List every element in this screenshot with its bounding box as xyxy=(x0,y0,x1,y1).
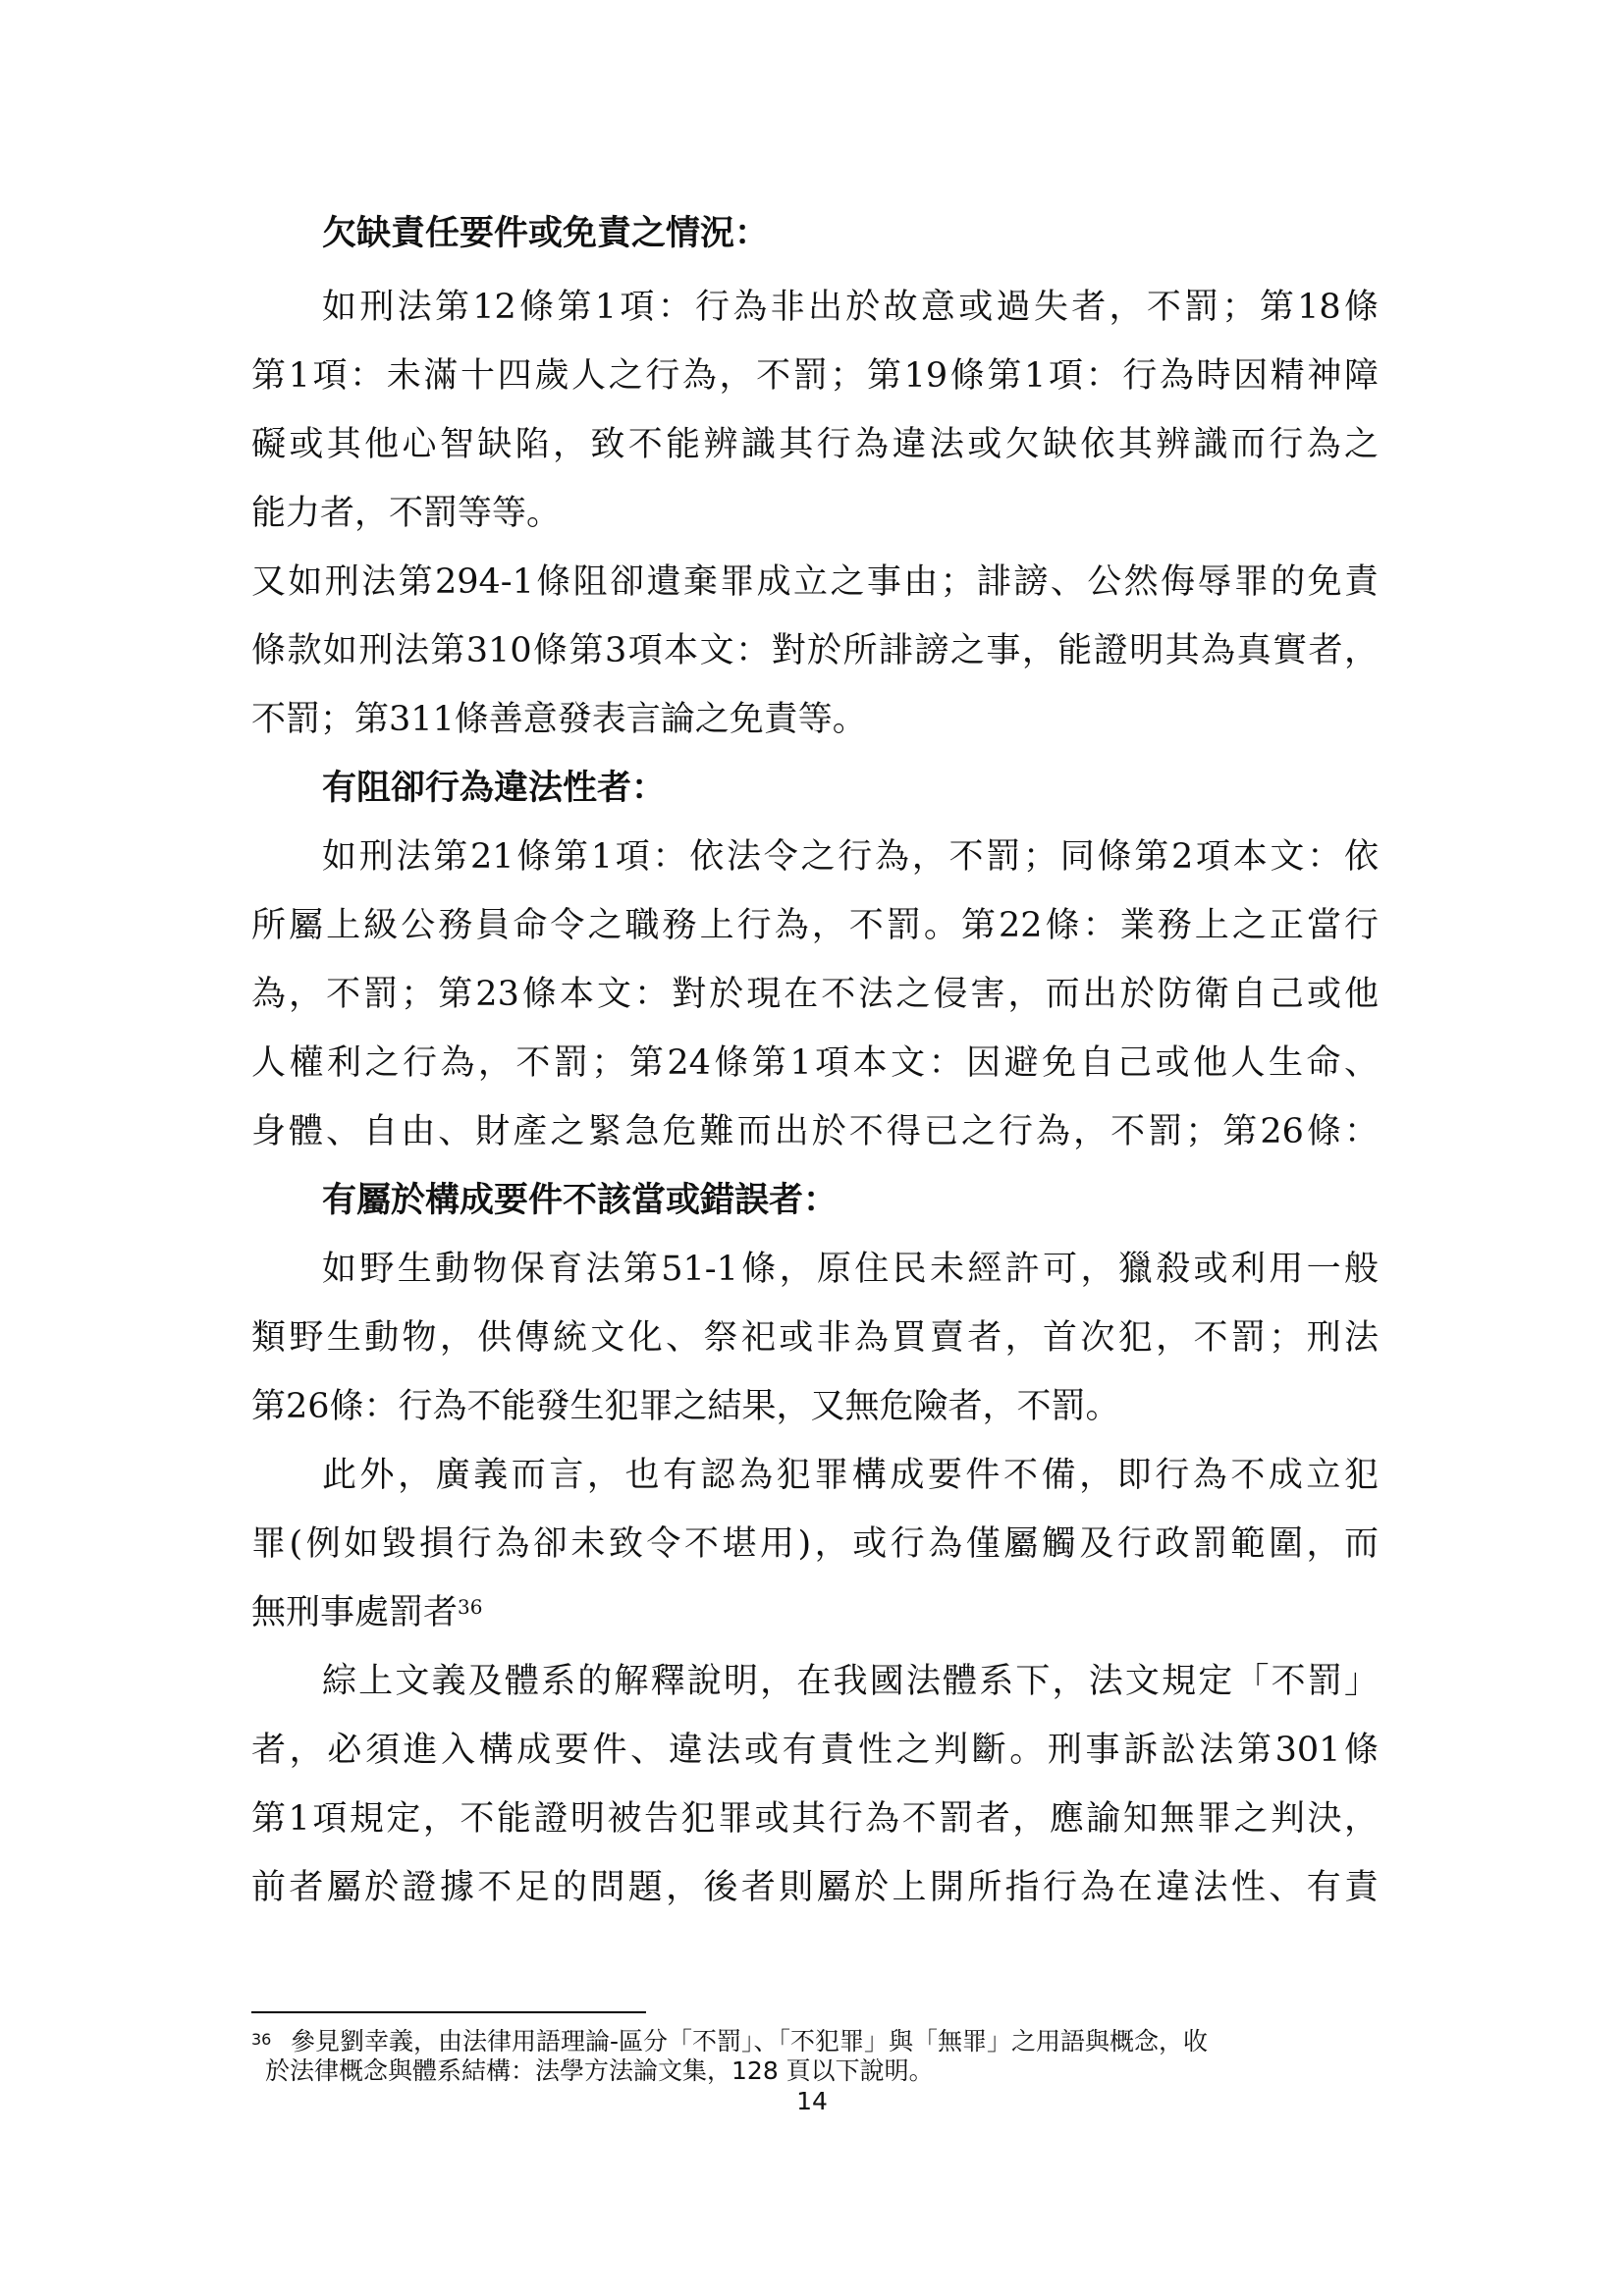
paragraph-line: 此外，廣義而言，也有認為犯罪構成要件不備，即行為不成立犯 xyxy=(322,1456,1379,1495)
paragraph-text: 無刑事處罰者 xyxy=(251,1593,459,1632)
paragraph-line: 如刑法第21條第1項：依法令之行為，不罰；同條第2項本文：依 xyxy=(322,837,1379,877)
paragraph-line xyxy=(251,1588,1379,1637)
paragraph-line: 綜上文義及體系的解釋說明，在我國法體系下，法文規定「不罰」 xyxy=(322,1662,1379,1701)
paragraph-line: 類野生動物，供傳統文化、祭祀或非為買賣者，首次犯，不罰；刑法 xyxy=(251,1318,1379,1358)
footnote-line: 於法律概念與體系結構：法學方法論文集，128 頁以下說明。 xyxy=(265,2056,934,2085)
paragraph-line: 不罰；第311條善意發表言論之免責等。 xyxy=(251,700,867,739)
paragraph-line: 所屬上級公務員命令之職務上行為，不罰。第22條：業務上之正當行 xyxy=(251,906,1379,945)
paragraph-line: 條款如刑法第310條第3項本文：對於所誹謗之事，能證明其為真實者， xyxy=(251,631,1379,670)
paragraph-line: 如刑法第12條第1項：行為非出於故意或過失者，不罰；第18條 xyxy=(322,288,1379,327)
footnote-line xyxy=(251,2027,1380,2056)
paragraph-line: 者，必須進入構成要件、違法或有責性之判斷。刑事訴訟法第301條 xyxy=(251,1731,1379,1770)
paragraph-line: 礙或其他心智缺陷，致不能辨識其行為違法或欠缺依其辨識而行為之 xyxy=(251,425,1379,464)
paragraph-line: 如野生動物保育法第51-1條，原住民未經許可，獵殺或利用一般 xyxy=(322,1250,1379,1289)
paragraph-line: 又如刑法第294-1條阻卻遺棄罪成立之事由；誹謗、公然侮辱罪的免責 xyxy=(251,562,1379,602)
footnote-number: 36 xyxy=(251,2030,272,2049)
paragraph-line: 人權利之行為，不罰；第24條第1項本文：因避免自己或他人生命、 xyxy=(251,1043,1379,1083)
page-number: 14 xyxy=(796,2087,828,2115)
paragraph-line: 第1項規定，不能證明被告犯罪或其行為不罰者，應諭知無罪之判決， xyxy=(251,1799,1379,1839)
paragraph-line: 身體、自由、財產之緊急危難而出於不得已之行為，不罰；第26條： xyxy=(251,1112,1379,1151)
heading-justification: 有阻卻行為違法性者： xyxy=(322,768,667,808)
footnote-separator xyxy=(251,2011,646,2013)
paragraph-line: 為，不罰；第23條本文：對於現在不法之侵害，而出於防衛自己或他 xyxy=(251,975,1379,1014)
paragraph-line: 罪(例如毀損行為卻未致令不堪用)，或行為僅屬觸及行政罰範圍，而 xyxy=(251,1524,1379,1564)
heading-elements-mistake: 有屬於構成要件不該當或錯誤者： xyxy=(322,1180,839,1220)
paragraph-line: 第1項：未滿十四歲人之行為，不罰；第19條第1項：行為時因精神障 xyxy=(251,356,1379,396)
paragraph-line: 第26條：行為不能發生犯罪之結果，又無危險者，不罰。 xyxy=(251,1387,1120,1426)
paragraph-line: 能力者，不罰等等。 xyxy=(251,494,562,533)
heading-lack-of-responsibility: 欠缺責任要件或免責之情況： xyxy=(322,213,770,253)
footnote-text: 參見劉幸義，由法律用語理論-區分「不罰」、「不犯罪」與「無罪」之用語與概念，收 xyxy=(291,2027,1209,2056)
paragraph-line: 前者屬於證據不足的問題，後者則屬於上開所指行為在違法性、有責 xyxy=(251,1868,1379,1907)
footnote-reference[interactable]: 36 xyxy=(458,1595,483,1619)
